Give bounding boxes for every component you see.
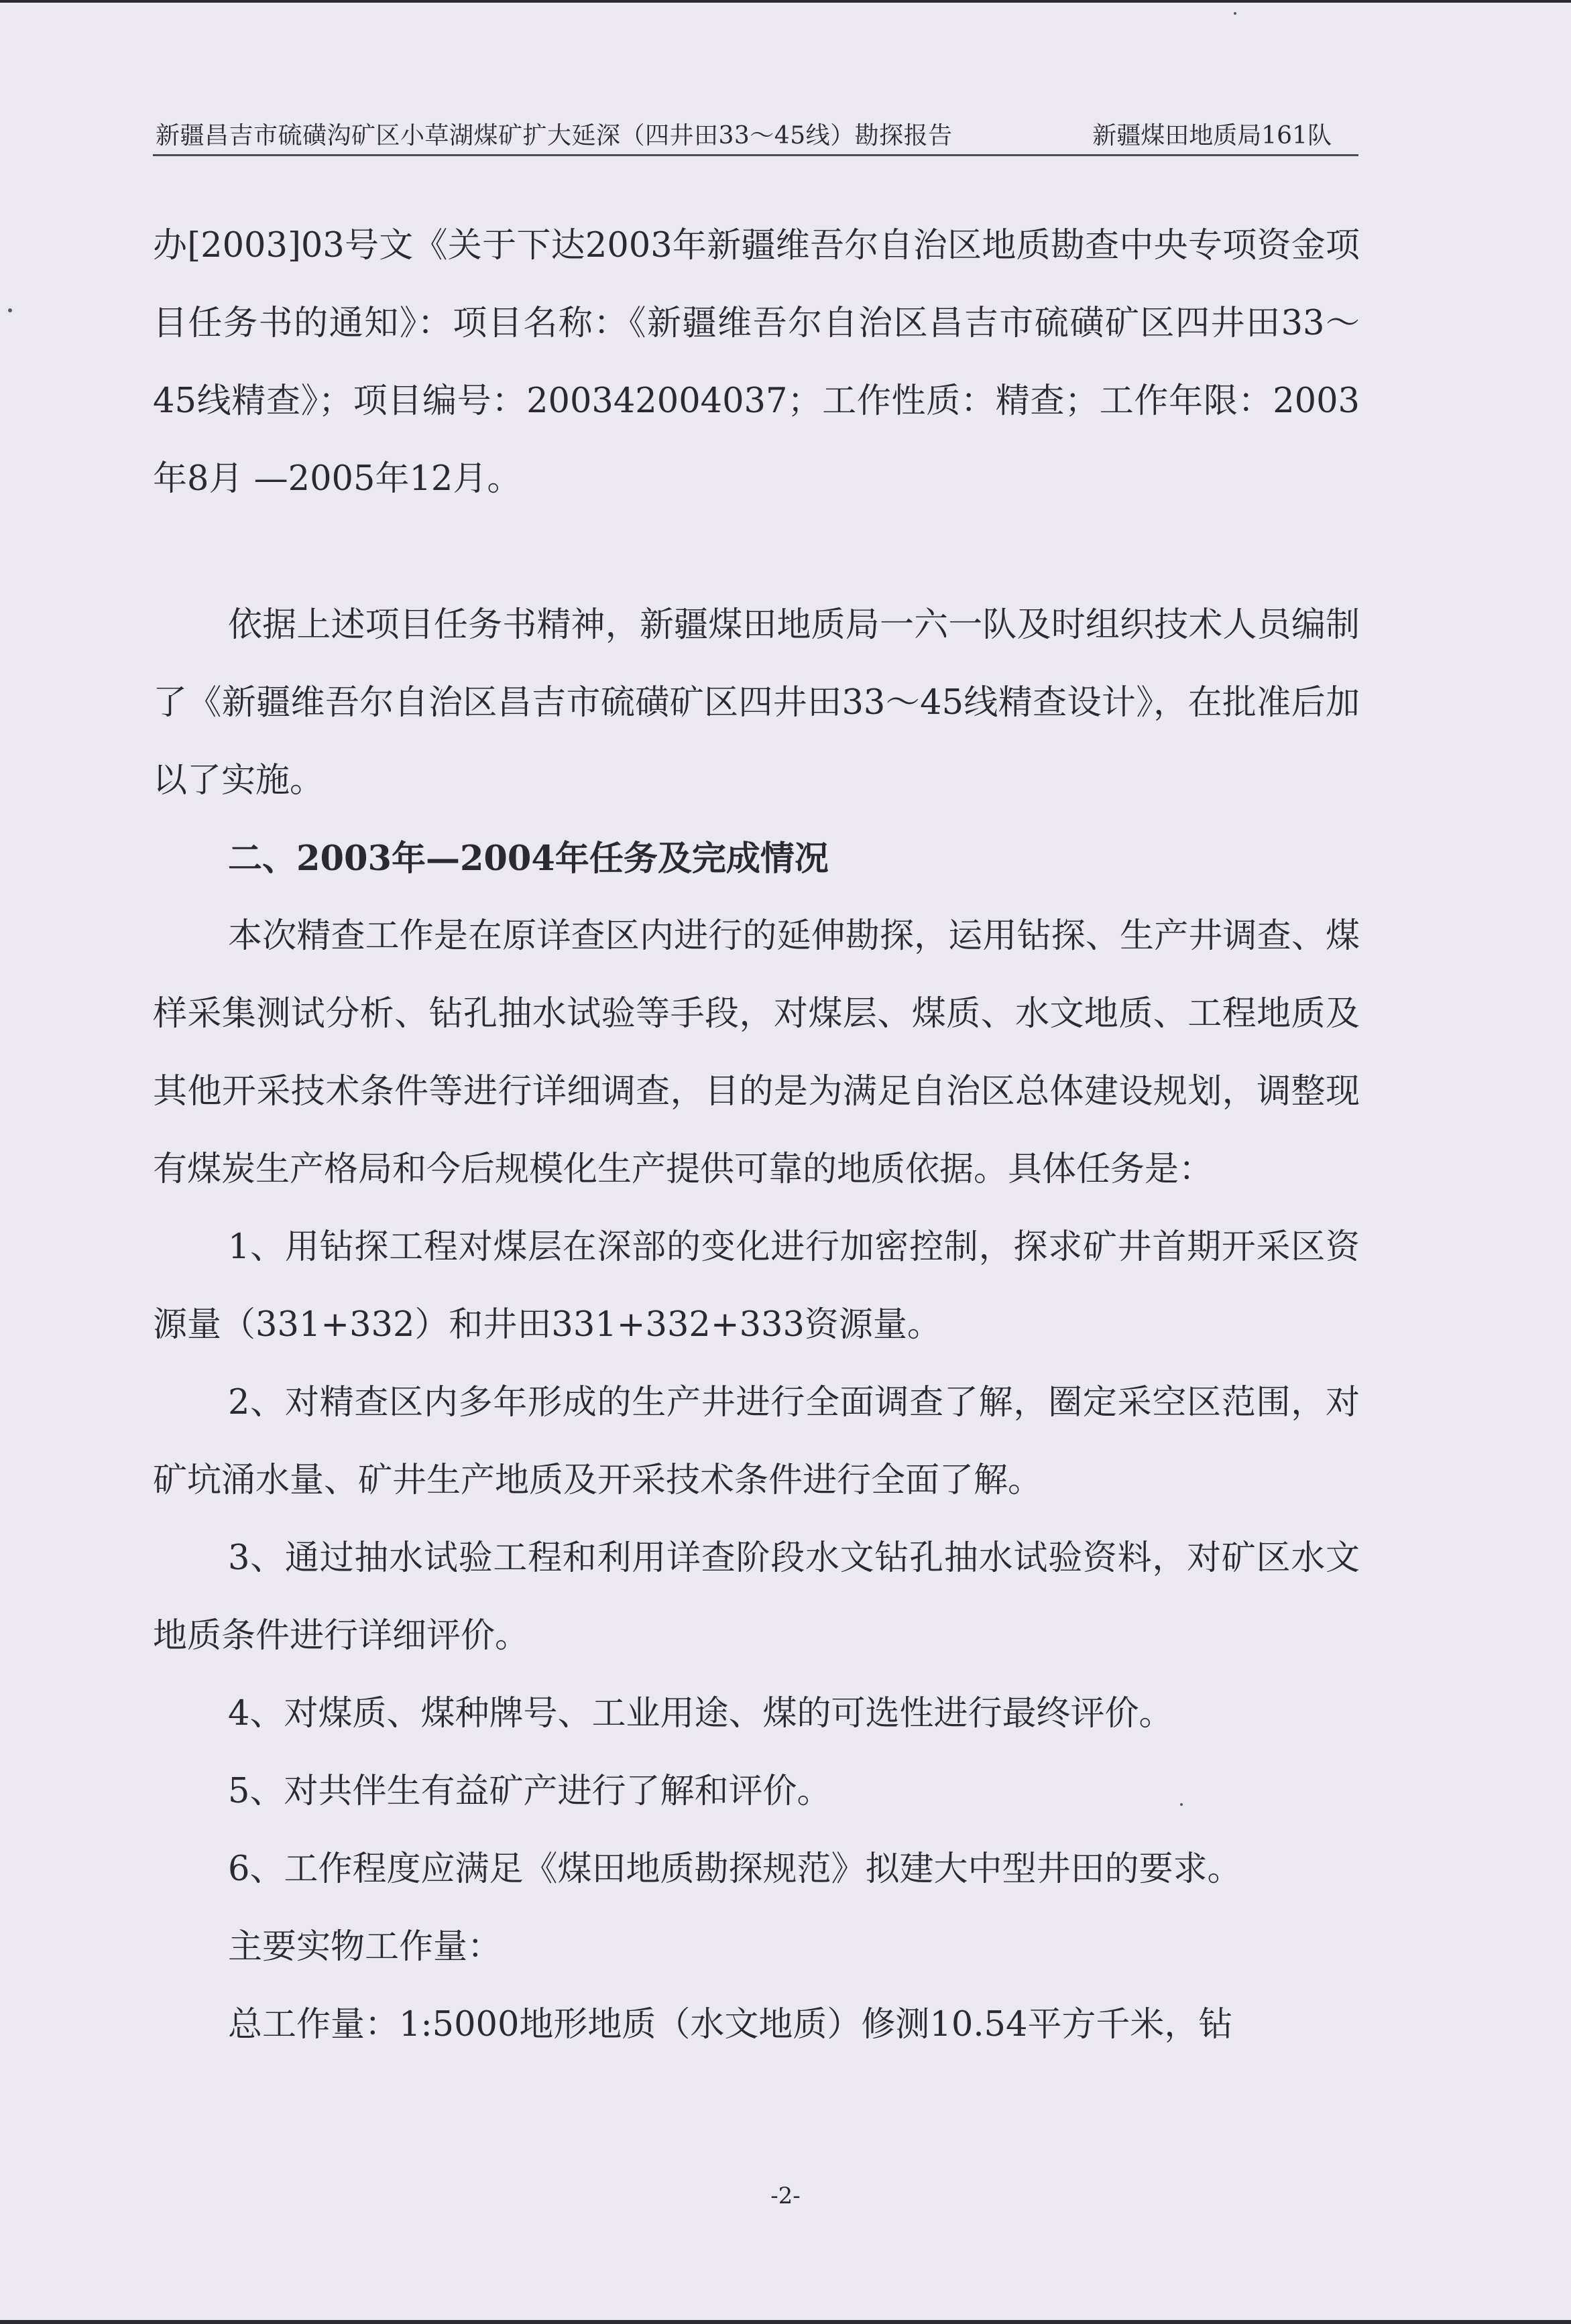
- running-header: [153, 107, 1358, 156]
- workload-label: 主要实物工作量：: [228, 1927, 502, 1967]
- scan-speck: [1234, 12, 1236, 15]
- task-item-6: 6、工作程度应满足《煤田地质勘探规范》拟建大中型井田的要求。: [228, 1849, 1242, 1889]
- task-item-3: 3、通过抽水试验工程和利用详查阶段水文钻孔抽水试验资料，对矿区水文地质条件进行详细评价。: [153, 1538, 1360, 1656]
- paragraph-notice: [153, 207, 1360, 518]
- paragraph-text: 本次精查工作是在原详查区内进行的延伸勘探，运用钻探、生产井调查、煤样采集测试分析、钻孔抽水试验等手段，对煤层、煤质、水文地质、工程地质及其他开采技术条件等进行详细调查，目的是为满足自治区总体建设规划，调整现有煤炭生产格局和今后规模化生产提供可靠的地质依据。具体任务是：: [153, 916, 1360, 1189]
- paragraph-text: 办[2003]03号文《关于下达2003年新疆维吾尔自治区地质勘查中央专项资金项目任务书的通知》：项目名称：《新疆维吾尔自治区昌吉市硫磺矿区四井田33～45线精查》；项目编号：200342004037；工作性质：精查；工作年限：2003年8月 —2005年12月。: [153, 226, 1360, 499]
- section-heading: 二、2003年—2004年任务及完成情况: [228, 839, 829, 879]
- task-item-1: 1、用钻探工程对煤层在深部的变化进行加密控制，探求矿井首期开采区资源量（331+332）和井田331+332+333资源量。: [153, 1227, 1360, 1345]
- task-item-2: 2、对精查区内多年形成的生产井进行全面调查了解，圈定采空区范围，对矿坑涌水量、矿井生产地质及开采技术条件进行全面了解。: [153, 1383, 1360, 1500]
- scan-speck: [8, 308, 12, 312]
- header-report-title: 新疆昌吉市硫磺沟矿区小草湖煤矿扩大延深（四井田33～45线）勘探报告: [156, 122, 953, 149]
- page-number: -2-: [770, 2183, 801, 2209]
- scan-bottom-edge: [0, 2320, 1571, 2324]
- scan-speck: [1180, 1803, 1183, 1806]
- task-item-4: 4、对煤质、煤种牌号、工业用途、煤的可选性进行最终评价。: [228, 1694, 1173, 1733]
- header-organization: 新疆煤田地质局161队: [1092, 122, 1332, 149]
- task-item-5: 5、对共伴生有益矿产进行了解和评价。: [228, 1772, 831, 1811]
- scan-top-edge: [0, 0, 1571, 3]
- paragraph-text: 依据上述项目任务书精神，新疆煤田地质局一六一队及时组织技术人员编制了《新疆维吾尔自治区昌吉市硫磺矿区四井田33～45线精查设计》，在批准后加以了实施。: [153, 605, 1360, 800]
- workload-text: 总工作量：1:5000地形地质（水文地质）修测10.54平方千米，钻: [228, 2005, 1233, 2044]
- paragraph-design: [153, 587, 1360, 2064]
